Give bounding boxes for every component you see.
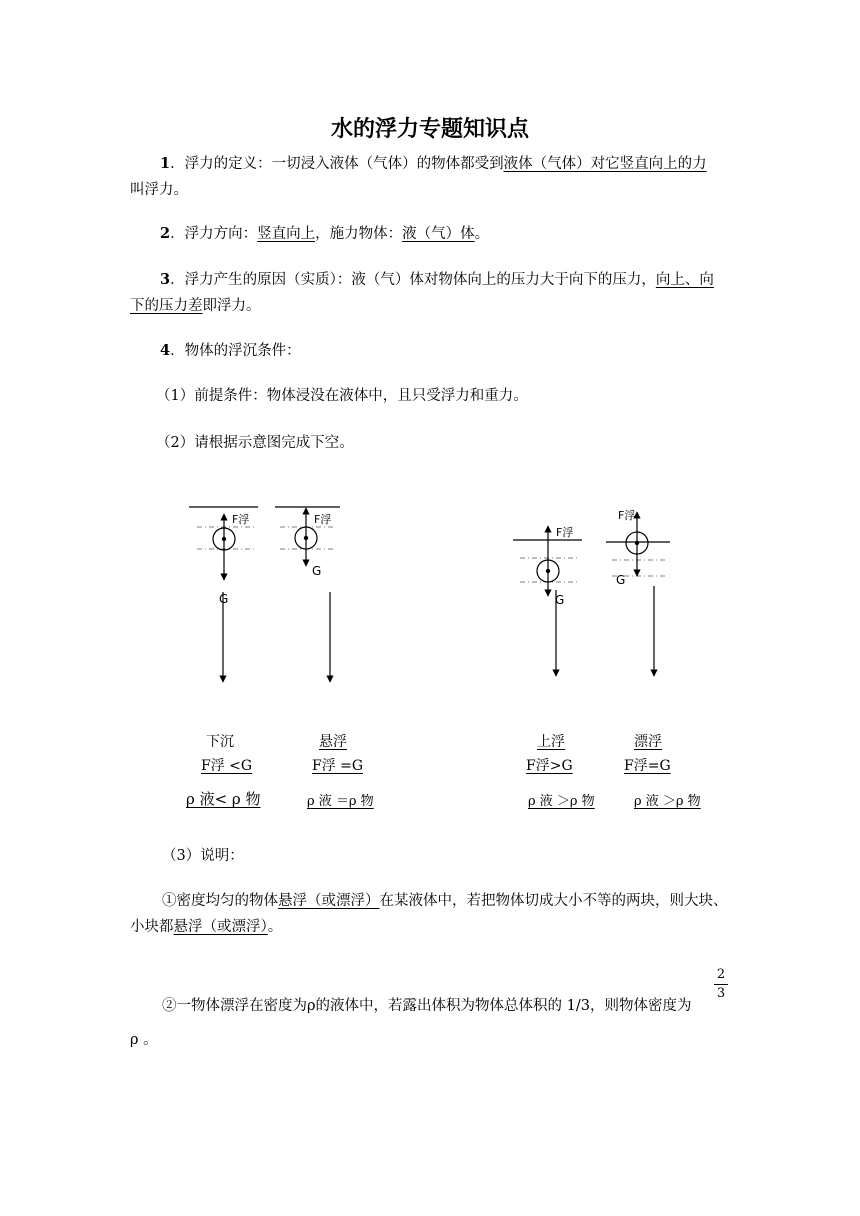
section-3-text: ．浮力产生的原因（实质）：液（气）体对物体向上的压力大于向下的压力，: [170, 272, 656, 288]
buoyancy-diagram: [0, 490, 860, 690]
fraction-numerator: 2: [716, 967, 726, 982]
g-label: G: [219, 592, 229, 606]
force-floating: F浮=G: [624, 758, 671, 774]
case-name-rising: 上浮: [537, 734, 565, 750]
page-title: 水的浮力专题知识点: [330, 117, 529, 142]
g-label: G: [555, 593, 565, 607]
fraction-bar: [714, 984, 728, 985]
f-label: F浮: [232, 513, 250, 526]
f-label: F浮: [556, 526, 574, 539]
note-2-line-1: ②一物体漂浮在密度为ρ的液体中，若露出体积为物体总体积的 1/3，则物体密度为: [162, 998, 692, 1014]
force-suspended: F浮 =G: [312, 758, 364, 774]
section-1-answer: 液体（气体）对它竖直向上的力: [503, 156, 707, 172]
density-sinking: ρ 液< ρ 物: [186, 790, 261, 808]
section-2-text-c: 。: [474, 226, 490, 242]
note-1-text-c: 小块都: [130, 919, 174, 935]
g-label: G: [312, 564, 322, 578]
force-sinking: F浮 <G: [201, 758, 253, 774]
note-1-text-d: 。: [267, 919, 283, 935]
g-label: G: [616, 573, 626, 587]
density-suspended: ρ 液 ＝ρ 物: [307, 794, 374, 809]
note-1-answer-2: 悬浮（或漂浮）: [173, 919, 268, 935]
section-3-line-2: [130, 296, 261, 316]
note-1-text-b: 在某液体中，若把物体切成大小不等的两块，则大块、: [379, 893, 728, 909]
section-4-heading: [160, 341, 301, 361]
section-4-item-2: （2）请根据示意图完成下空。: [156, 435, 354, 451]
section-1-line-1: [160, 154, 707, 174]
density-rising: ρ 液 ＞ρ 物: [528, 794, 595, 809]
note-1-line-2: [130, 917, 282, 937]
f-label: F浮: [618, 509, 636, 522]
section-2-text-a: ．浮力方向：: [170, 226, 258, 242]
note-1-answer-1: 悬浮（或漂浮）: [278, 893, 380, 909]
section-4-number: 4: [160, 342, 171, 359]
section-3-answer-a: 向上、向: [655, 272, 714, 288]
notes-heading: （3）说明：: [162, 848, 244, 864]
section-2-answer-2: 液（气）体: [402, 226, 475, 242]
case-name-floating: 漂浮: [634, 734, 662, 750]
section-2-number: 2: [160, 225, 171, 242]
section-1-text: ．浮力的定义：一切浸入液体（气体）的物体都受到: [170, 156, 504, 172]
section-2-text-b: ，施力物体：: [315, 226, 403, 242]
section-4-item-1: （1）前提条件：物体浸没在液体中，且只受浮力和重力。: [156, 388, 528, 404]
fraction-denominator: 3: [716, 986, 726, 1001]
rising-diagram: [513, 526, 582, 676]
note-2-line-2: ρ 。: [130, 1032, 158, 1048]
section-3-line-1: [160, 270, 714, 290]
section-3-answer-b: 下的压力差: [130, 298, 203, 314]
section-1-number: 1: [160, 155, 171, 172]
case-name-suspended: 悬浮: [319, 734, 347, 750]
case-name-sinking: 下沉: [206, 734, 234, 750]
section-2-answer-1: 竖直向上: [257, 226, 316, 242]
floating-diagram: [606, 509, 670, 676]
suspended-diagram: [275, 507, 340, 682]
sinking-diagram: [189, 507, 258, 682]
section-4-text: ．物体的浮沉条件：: [170, 343, 301, 359]
note-1-text-a: ①密度均匀的物体: [162, 893, 278, 909]
section-1-line-2: 叫浮力。: [130, 182, 188, 198]
f-label: F浮: [314, 513, 332, 526]
section-3-end: 即浮力。: [202, 298, 261, 314]
density-floating: ρ 液 ＞ρ 物: [634, 794, 701, 809]
force-rising: F浮>G: [526, 758, 573, 774]
section-2-line: [160, 224, 489, 244]
note-1-line-1: [162, 891, 728, 911]
section-3-number: 3: [160, 271, 171, 288]
fraction-two-thirds: [714, 968, 728, 1001]
